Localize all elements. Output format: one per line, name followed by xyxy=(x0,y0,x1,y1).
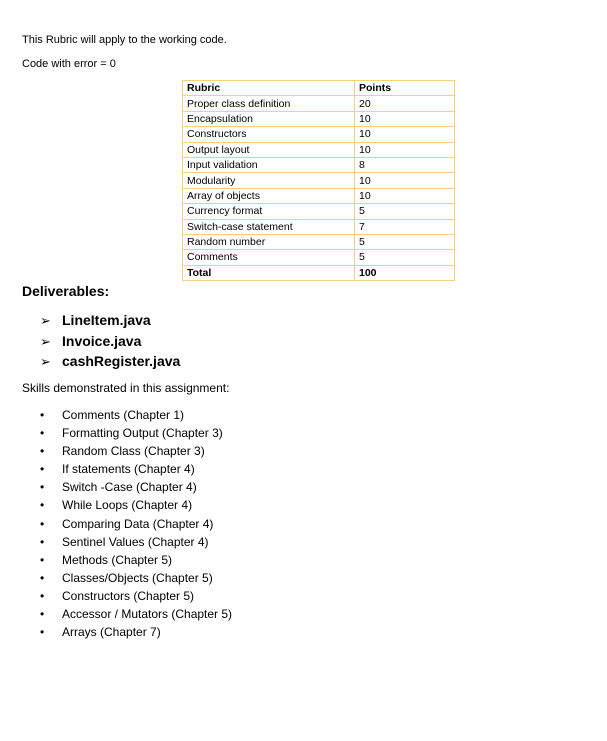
rubric-points: 10 xyxy=(355,173,455,188)
error-rule-text: Code with error = 0 xyxy=(22,58,116,70)
skills-list xyxy=(40,406,232,641)
rubric-header-row xyxy=(183,81,455,96)
arrow-bullet-icon: ➢ xyxy=(40,333,51,349)
rubric-criterion: Random number xyxy=(183,234,355,249)
skill-item xyxy=(40,460,232,478)
bullet-dot-icon: • xyxy=(40,607,45,622)
rubric-total-row xyxy=(183,265,455,280)
rubric-points: 7 xyxy=(355,219,455,234)
rubric-row xyxy=(183,250,455,265)
rubric-row xyxy=(183,127,455,142)
skill-label: Random Class (Chapter 3) xyxy=(62,444,205,459)
rubric-points: 5 xyxy=(355,204,455,219)
skill-label: Accessor / Mutators (Chapter 5) xyxy=(62,607,233,622)
skill-label: Arrays (Chapter 7) xyxy=(62,625,161,640)
rubric-points: 8 xyxy=(355,157,455,172)
skill-item xyxy=(40,424,232,442)
deliverable-filename: LineItem.java xyxy=(62,312,151,328)
bullet-dot-icon: • xyxy=(40,444,45,459)
skill-label: While Loops (Chapter 4) xyxy=(62,498,193,513)
bullet-dot-icon: • xyxy=(40,588,45,603)
rubric-points: 5 xyxy=(355,250,455,265)
rubric-row xyxy=(183,204,455,219)
rubric-criterion: Input validation xyxy=(183,157,355,172)
bullet-dot-icon: • xyxy=(40,570,45,585)
deliverable-item xyxy=(40,310,180,331)
skill-item xyxy=(40,569,232,587)
rubric-points: 20 xyxy=(355,96,455,111)
rubric-total-label: Total xyxy=(183,265,355,280)
skill-item xyxy=(40,551,232,569)
deliverable-filename: cashRegister.java xyxy=(62,353,181,369)
skills-heading: Skills demonstrated in this assignment: xyxy=(22,381,230,395)
deliverables-list xyxy=(40,310,180,372)
rubric-row xyxy=(183,111,455,126)
skill-item xyxy=(40,623,232,641)
rubric-criterion: Encapsulation xyxy=(183,111,355,126)
rubric-row xyxy=(183,173,455,188)
arrow-bullet-icon: ➢ xyxy=(40,313,51,328)
skill-label: Comparing Data (Chapter 4) xyxy=(62,516,214,531)
rubric-points: 10 xyxy=(355,142,455,157)
skill-label: Classes/Objects (Chapter 5) xyxy=(62,570,213,585)
deliverable-item xyxy=(40,331,180,352)
skill-item xyxy=(40,442,232,460)
rubric-row xyxy=(183,157,455,172)
skill-label: Methods (Chapter 5) xyxy=(62,552,173,567)
skill-item xyxy=(40,515,232,533)
bullet-dot-icon: • xyxy=(40,408,45,422)
skill-label: Constructors (Chapter 5) xyxy=(62,588,195,603)
rubric-row xyxy=(183,188,455,203)
skill-label: If statements (Chapter 4) xyxy=(62,462,195,477)
rubric-criterion: Comments xyxy=(183,250,355,265)
bullet-dot-icon: • xyxy=(40,516,45,531)
rubric-criterion: Constructors xyxy=(183,127,355,142)
rubric-row xyxy=(183,96,455,111)
rubric-row xyxy=(183,219,455,234)
rubric-points: 5 xyxy=(355,234,455,249)
rubric-criterion: Proper class definition xyxy=(183,96,355,111)
rubric-total-points: 100 xyxy=(355,265,455,280)
skill-item xyxy=(40,406,232,424)
rubric-criterion: Currency format xyxy=(183,204,355,219)
skill-label: Comments (Chapter 1) xyxy=(62,408,185,422)
skill-label: Sentinel Values (Chapter 4) xyxy=(62,534,209,549)
deliverables-heading: Deliverables: xyxy=(22,283,110,299)
skill-item xyxy=(40,533,232,551)
bullet-dot-icon: • xyxy=(40,480,45,495)
rubric-header-points: Points xyxy=(355,81,455,96)
bullet-dot-icon: • xyxy=(40,552,45,567)
skill-item xyxy=(40,496,232,514)
skill-label: Formatting Output (Chapter 3) xyxy=(62,426,223,441)
skill-item xyxy=(40,478,232,496)
rubric-header-criterion: Rubric xyxy=(183,81,355,96)
deliverable-item xyxy=(40,351,180,372)
rubric-criterion: Switch-case statement xyxy=(183,219,355,234)
bullet-dot-icon: • xyxy=(40,625,45,640)
skill-label: Switch -Case (Chapter 4) xyxy=(62,480,197,495)
rubric-criterion: Array of objects xyxy=(183,188,355,203)
rubric-row xyxy=(183,234,455,249)
skill-item xyxy=(40,605,232,623)
deliverable-filename: Invoice.java xyxy=(62,332,142,349)
intro-text: This Rubric will apply to the working code. xyxy=(22,34,227,46)
rubric-table xyxy=(182,80,455,281)
rubric-points: 10 xyxy=(355,127,455,142)
skill-item xyxy=(40,587,232,605)
rubric-criterion: Modularity xyxy=(183,173,355,188)
bullet-dot-icon: • xyxy=(40,498,45,513)
rubric-points: 10 xyxy=(355,111,455,126)
bullet-dot-icon: • xyxy=(40,426,45,441)
bullet-dot-icon: • xyxy=(40,534,45,549)
rubric-row xyxy=(183,142,455,157)
rubric-points: 10 xyxy=(355,188,455,203)
bullet-dot-icon: • xyxy=(40,462,45,477)
rubric-criterion: Output layout xyxy=(183,142,355,157)
arrow-bullet-icon: ➢ xyxy=(40,354,51,369)
